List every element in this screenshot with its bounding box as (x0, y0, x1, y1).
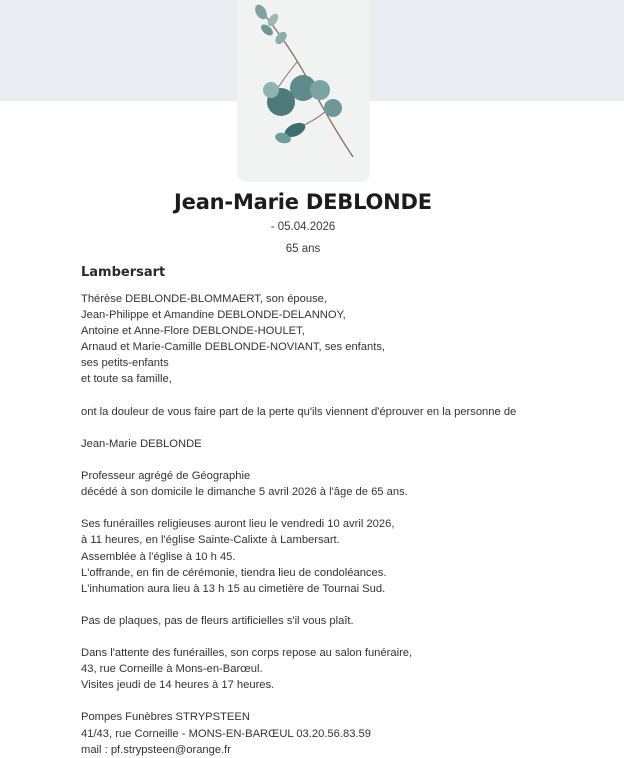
funeral-line: à 11 heures, en l'église Sainte-Calixte à Lambersart. (81, 534, 340, 547)
eucalyptus-branch-icon (237, 0, 370, 182)
resting-line: Dans l'attente des funérailles, son corps repose au salon funéraire, (81, 647, 413, 660)
flowers-line: Pas de plaques, pas de fleurs artificielles s'il vous plaît. (81, 614, 354, 627)
family-line: Arnaud et Marie-Camille DEBLONDE-NOVIANT, ses enfants, (81, 341, 386, 354)
family-line: Antoine et Anne-Flore DEBLONDE-HOULET, (81, 325, 305, 338)
profession-line: Professeur agrégé de Géographie (81, 470, 251, 483)
obituary-text (81, 291, 601, 758)
funeral-line: L'offrande, en fin de cérémonie, tiendra lieu de condoléances. (81, 566, 387, 579)
deceased-age: 65 ans (285, 243, 321, 255)
funeral-home-email[interactable]: mail : pf.strypsteen@orange.fr (81, 743, 232, 756)
funeral-home-line: 41/43, rue Corneille - MONS-EN-BARŒUL 03.20.56.83.59 (81, 727, 371, 740)
name-repeat-line: Jean-Marie DEBLONDE (81, 437, 202, 450)
deceased-name: Jean-Marie DEBLONDE (174, 190, 432, 214)
death-info-line: décédé à son domicile le dimanche 5 avril 2026 à l'âge de 65 ans. (81, 486, 408, 499)
funeral-home-line: Pompes Funèbres STRYPSTEEN (81, 711, 250, 724)
family-line: Thérèse DEBLONDE-BLOMMAERT, son épouse, (81, 293, 328, 305)
resting-line: Visites jeudi de 14 heures à 17 heures. (81, 679, 275, 692)
resting-line: 43, rue Corneille à Mons-en-Barœul. (81, 663, 263, 676)
city-heading: Lambersart (81, 265, 166, 280)
family-line: ses petits-enfants (81, 357, 169, 370)
funeral-line: L'inhumation aura lieu à 13 h 15 au cimetière de Tournai Sud. (81, 582, 386, 595)
deceased-dates: - 05.04.2026 (270, 221, 336, 233)
family-line: et toute sa famille, (81, 373, 172, 386)
family-line: Jean-Philippe et Amandine DEBLONDE-DELANNOY, (81, 309, 346, 322)
announcement-line: ont la douleur de vous faire part de la perte qu'ils viennent d'éprouver en la personne de (81, 405, 517, 418)
funeral-line: Assemblée à l'église à 10 h 45. (81, 550, 236, 563)
funeral-line: Ses funérailles religieuses auront lieu le vendredi 10 avril 2026, (81, 518, 395, 531)
